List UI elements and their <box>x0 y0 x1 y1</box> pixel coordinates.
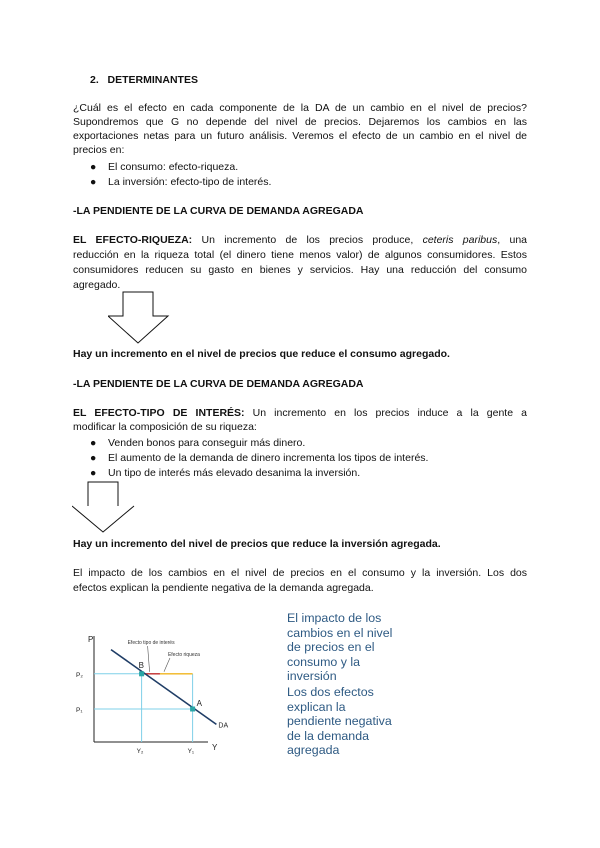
intro-line-4: precios en: <box>73 144 125 156</box>
slide-line: de precios en el <box>287 640 375 655</box>
interest-line-2: modificar la composición de su riqueza: <box>73 421 257 433</box>
down-arrow-icon <box>72 480 136 536</box>
bullet-icon: ● <box>90 176 97 188</box>
y-tick-label: P₁ <box>76 707 83 714</box>
wealth-line-2: reducción en la riqueza total (el dinero tiene menos valor) de algunos consumidores. Estos <box>73 249 527 261</box>
slide-line: agregada <box>287 743 340 758</box>
wealth-line-3: consumidores reducen su gasto en bienes y servicios. Hay una reducción del consumo <box>73 264 527 276</box>
slide-text-block-1 <box>287 611 392 684</box>
point-b <box>139 671 144 676</box>
intro-line-3: exportaciones netas para un futuro análisis. Veremos el efecto de un cambio en el nivel de <box>73 130 527 142</box>
annotation-wealth: Efecto riqueza <box>167 652 200 658</box>
annotation-interest: Efecto tipo de interés <box>127 640 175 646</box>
section-number: 2. <box>90 74 99 86</box>
slide-line: cambios en el nivel <box>287 625 393 640</box>
section-title: DETERMINANTES <box>107 74 198 86</box>
summary-line-1: El impacto de los cambios en el nivel de precios en el consumo y la inversión. Los dos <box>73 567 527 579</box>
bullet-icon: ● <box>90 467 97 479</box>
slide-line: El impacto de los <box>287 611 382 625</box>
intro-line-2: Supondremos que G no depende del nivel de precios. Dejaremos los cambios en las <box>73 116 527 128</box>
slide-line: explican la <box>287 699 346 714</box>
intro-line-1: ¿Cuál es el efecto en cada componente de la DA de un cambio en el nivel de precios? <box>73 102 527 114</box>
point-b-label: B <box>138 660 144 670</box>
slide-text-block-2 <box>287 685 392 758</box>
bullet-icon: ● <box>90 452 97 464</box>
section-subheading: -LA PENDIENTE DE LA CURVA DE DEMANDA AGREGADA <box>73 205 364 217</box>
slide-line: inversión <box>287 669 337 684</box>
wealth-conclusion: Hay un incremento en el nivel de precios que reduce el consumo agregado. <box>73 348 450 360</box>
section-heading <box>90 74 198 87</box>
interest-line-1: EL EFECTO-TIPO DE INTERÉS: Un incremento en los precios induce a la gente a <box>73 407 527 419</box>
wealth-line-4: agregado. <box>73 279 121 291</box>
da-curve <box>111 650 216 725</box>
x-tick-label: Y₁ <box>187 748 195 755</box>
down-arrow-icon <box>108 290 172 346</box>
annotation-leader <box>148 646 150 672</box>
x-axis-label: Y <box>212 743 218 752</box>
y-axis-label: P <box>88 635 94 644</box>
bullet-icon: ● <box>90 437 97 449</box>
slide-line: de la demanda <box>287 728 369 743</box>
point-a <box>190 707 195 712</box>
summary-line-2: efectos explican la pendiente negativa de la demanda agregada. <box>73 582 374 594</box>
wealth-label: EL EFECTO-RIQUEZA: <box>73 234 193 246</box>
wealth-line-1: EL EFECTO-RIQUEZA: Un incremento de los precios produce, ceteris paribus, una <box>73 234 527 246</box>
interest-conclusion: Hay un incremento del nivel de precios que reduce la inversión agregada. <box>73 538 441 550</box>
annotation-leader <box>164 658 170 672</box>
section-subheading: -LA PENDIENTE DE LA CURVA DE DEMANDA AGREGADA <box>73 378 364 390</box>
da-curve-label: DA <box>218 722 229 730</box>
bullet-icon: ● <box>90 161 97 173</box>
point-a-label: A <box>196 699 202 708</box>
interest-label: EL EFECTO-TIPO DE INTERÉS: <box>73 407 245 419</box>
aggregate-demand-chart <box>72 630 232 760</box>
slide-line: Los dos efectos <box>287 685 374 699</box>
slide-line: pendiente negativa <box>287 714 392 729</box>
y-tick-label: P₂ <box>76 671 83 679</box>
x-tick-label: Y₂ <box>136 748 144 755</box>
slide-line: consumo y la <box>287 654 361 669</box>
